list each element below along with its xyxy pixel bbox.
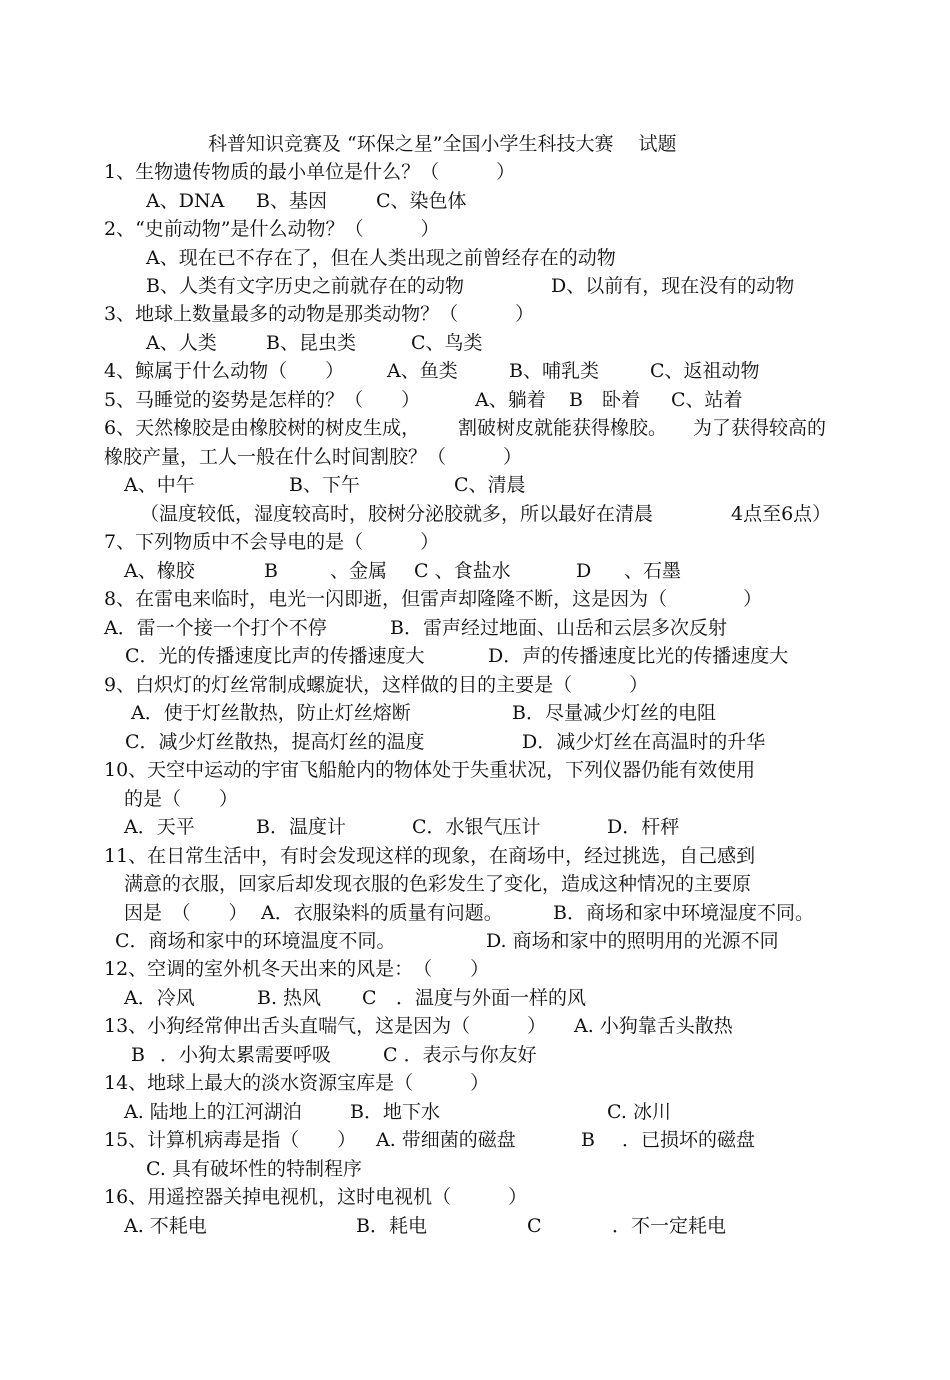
option-b: B．雷声经过地面、山岳和云层多次反射 xyxy=(390,617,727,639)
question-11-options-cd xyxy=(0,927,950,955)
question-2 xyxy=(0,215,950,243)
question-text: 14、地球上最大的淡水资源宝库是（ ） xyxy=(104,1072,490,1094)
option-a: A、现在已不存在了，但在人类出现之前曾经存在的动物 xyxy=(146,247,616,269)
question-11 xyxy=(0,842,950,870)
option-c: C. 冰川 xyxy=(607,1101,671,1123)
option-c: ．温度与外面一样的风 xyxy=(396,987,587,1009)
question-6-cont xyxy=(0,443,950,471)
option-c: C．减少灯丝散热，提高灯丝的温度 xyxy=(125,731,425,753)
option-b: B．商场和家中环境湿度不同。 xyxy=(553,902,814,924)
question-text: 7、下列物质中不会导电的是（ ） xyxy=(104,531,440,553)
question-text-part2: 的是（ ） xyxy=(124,788,239,810)
option-c: C、鸟类 xyxy=(411,332,483,354)
question-15 xyxy=(0,1126,950,1154)
option-a: A、DNA xyxy=(146,190,225,212)
question-13 xyxy=(0,1012,950,1040)
question-5 xyxy=(0,386,950,414)
question-12 xyxy=(0,955,950,983)
question-13-options-bc xyxy=(0,1041,950,1069)
question-6-options xyxy=(0,471,950,499)
answer-note: （温度较低，湿度较高时，胶树分泌胶就多，所以最好在清晨 xyxy=(140,503,654,525)
option-b: B．耗电 xyxy=(356,1215,427,1237)
question-text-part1: 10、天空中运动的宇宙飞船舱内的物体处于失重状况，下列仪器仍能有效使用 xyxy=(104,759,756,781)
option-c-letter: C xyxy=(362,987,377,1009)
option-a: A. 不耗电 xyxy=(124,1215,207,1237)
question-text: 9、白炽灯的灯丝常制成螺旋状，这样做的目的主要是（ ） xyxy=(104,674,649,696)
option-a: A、鱼类 xyxy=(387,360,458,382)
option-d: D．杆秤 xyxy=(607,816,680,838)
option-a: A．衣服染料的质量有问题。 xyxy=(261,902,503,924)
question-9-options-ab xyxy=(0,699,950,727)
question-14-options xyxy=(0,1098,950,1126)
question-2-option-a xyxy=(0,244,950,272)
option-d: D．声的传播速度比光的传播速度大 xyxy=(488,645,789,667)
option-b: B、基因 xyxy=(256,190,327,212)
title-line xyxy=(0,130,950,158)
question-8 xyxy=(0,585,950,613)
question-14 xyxy=(0,1069,950,1097)
question-text-part4: 橡胶产量，工人一般在什么时间割胶？（ ） xyxy=(104,446,523,468)
question-text: 8、在雷电来临时，电光一闪即逝，但雷声却隆隆不断，这是因为（ ） xyxy=(104,588,763,610)
question-12-options xyxy=(0,984,950,1012)
page-title: 科普知识竞赛及 “环保之星”全国小学生科技大赛 试题 xyxy=(208,133,677,155)
option-d: D、以前有，现在没有的动物 xyxy=(551,275,795,297)
option-c-letter: C xyxy=(527,1215,542,1237)
question-text: 4、鲸属于什么动物（ ） xyxy=(104,360,345,382)
option-d: D．减少灯丝在高温时的升华 xyxy=(522,731,766,753)
question-9 xyxy=(0,671,950,699)
option-b: B、人类有文字历史之前就存在的动物 xyxy=(146,275,464,297)
option-b: B. 热风 xyxy=(257,987,322,1009)
option-c: C．光的传播速度比声的传播速度大 xyxy=(125,645,425,667)
question-11-cont xyxy=(0,870,950,898)
option-c: C、返祖动物 xyxy=(650,360,760,382)
question-text: 13、小狗经常伸出舌头直喘气，这是因为（ ） xyxy=(104,1015,547,1037)
question-7-options xyxy=(0,557,950,585)
question-1-options xyxy=(0,187,950,215)
option-a: A．冷风 xyxy=(124,987,195,1009)
option-d-letter: D xyxy=(576,560,592,582)
option-d: 、石墨 xyxy=(624,560,682,582)
question-text-part3: 因是 （ ） xyxy=(124,902,248,924)
question-text: 16、用遥控器关掉电视机，这时电视机（ ） xyxy=(104,1186,528,1208)
option-b: B．温度计 xyxy=(256,816,346,838)
option-a: A. 带细菌的磁盘 xyxy=(376,1129,516,1151)
question-text: 12、空调的室外机冬天出来的风是： （ ） xyxy=(104,958,490,980)
question-16 xyxy=(0,1183,950,1211)
question-7 xyxy=(0,528,950,556)
option-b: B 卧着 xyxy=(569,389,640,411)
option-b-letter: B xyxy=(131,1044,145,1066)
question-8-options-cd xyxy=(0,642,950,670)
option-b-letter: B xyxy=(264,560,278,582)
question-2-options-bd xyxy=(0,272,950,300)
option-a: A．天平 xyxy=(124,816,195,838)
option-d: D. 商场和家中的照明用的光源不同 xyxy=(486,930,779,952)
option-b: B、昆虫类 xyxy=(266,332,356,354)
option-b: B．尽量减少灯丝的电阻 xyxy=(512,702,716,724)
option-c: C 、食盐水 xyxy=(414,560,511,582)
option-a: A．雷一个接一个打个不停 xyxy=(104,617,327,639)
answer-note-time: 4点至6点） xyxy=(731,503,832,525)
question-11-options-ab xyxy=(0,899,950,927)
option-a: A. 小狗靠舌头散热 xyxy=(574,1015,733,1037)
question-15-option-c xyxy=(0,1155,950,1183)
option-b: ．已损坏的磁盘 xyxy=(622,1129,756,1151)
question-10-cont xyxy=(0,785,950,813)
option-a: A、人类 xyxy=(146,332,217,354)
option-c: C. 具有破坏性的特制程序 xyxy=(146,1158,362,1180)
question-text-part1: 6、天然橡胶是由橡胶树的树皮生成， xyxy=(104,417,421,439)
question-text: 3、地球上数量最多的动物是那类动物？（ ） xyxy=(104,303,535,325)
question-8-options-ab xyxy=(0,614,950,642)
question-16-options xyxy=(0,1212,950,1240)
question-text-part3: 为了获得较高的 xyxy=(693,417,827,439)
option-c: C．商场和家中的环境温度不同。 xyxy=(115,930,396,952)
option-c: C．水银气压计 xyxy=(412,816,541,838)
option-b-letter: B xyxy=(581,1129,595,1151)
question-1 xyxy=(0,158,950,186)
question-text: 5、马睡觉的姿势是怎样的？（ ） xyxy=(104,389,421,411)
question-text: 1、生物遗传物质的最小单位是什么？（ ） xyxy=(104,161,516,183)
option-b: B、哺乳类 xyxy=(509,360,599,382)
question-10 xyxy=(0,756,950,784)
option-a: A、橡胶 xyxy=(124,560,195,582)
question-3 xyxy=(0,300,950,328)
question-9-options-cd xyxy=(0,728,950,756)
option-b: B、下午 xyxy=(289,474,360,496)
option-b: 、金属 xyxy=(330,560,388,582)
option-a: A、中午 xyxy=(124,474,195,496)
option-c: C ．表示与你友好 xyxy=(383,1044,537,1066)
option-c: C、清晨 xyxy=(454,474,526,496)
question-text: 15、计算机病毒是指（ ） xyxy=(104,1129,357,1151)
option-a: A. 陆地上的江河湖泊 xyxy=(124,1101,302,1123)
question-text: 2、“史前动物”是什么动物？（ ） xyxy=(104,218,440,240)
option-c: ．不一定耗电 xyxy=(612,1215,727,1237)
question-text-part2: 满意的衣服，回家后却发现衣服的色彩发生了变化，造成这种情况的主要原 xyxy=(124,873,752,895)
option-c: C、站着 xyxy=(671,389,743,411)
option-a: A．使于灯丝散热，防止灯丝熔断 xyxy=(131,702,411,724)
question-6-note xyxy=(0,500,950,528)
question-3-options xyxy=(0,329,950,357)
question-6 xyxy=(0,414,950,442)
question-text-part1: 11、在日常生活中，有时会发现这样的现象，在商场中，经过挑选，自己感到 xyxy=(104,845,756,867)
option-b: B．地下水 xyxy=(350,1101,440,1123)
option-a: A、躺着 xyxy=(475,389,546,411)
question-4 xyxy=(0,357,950,385)
option-b: ．小狗太累需要呼吸 xyxy=(160,1044,332,1066)
question-text-part2: 割破树皮就能获得橡胶。 xyxy=(458,417,668,439)
question-10-options xyxy=(0,813,950,841)
option-c: C、染色体 xyxy=(376,190,467,212)
